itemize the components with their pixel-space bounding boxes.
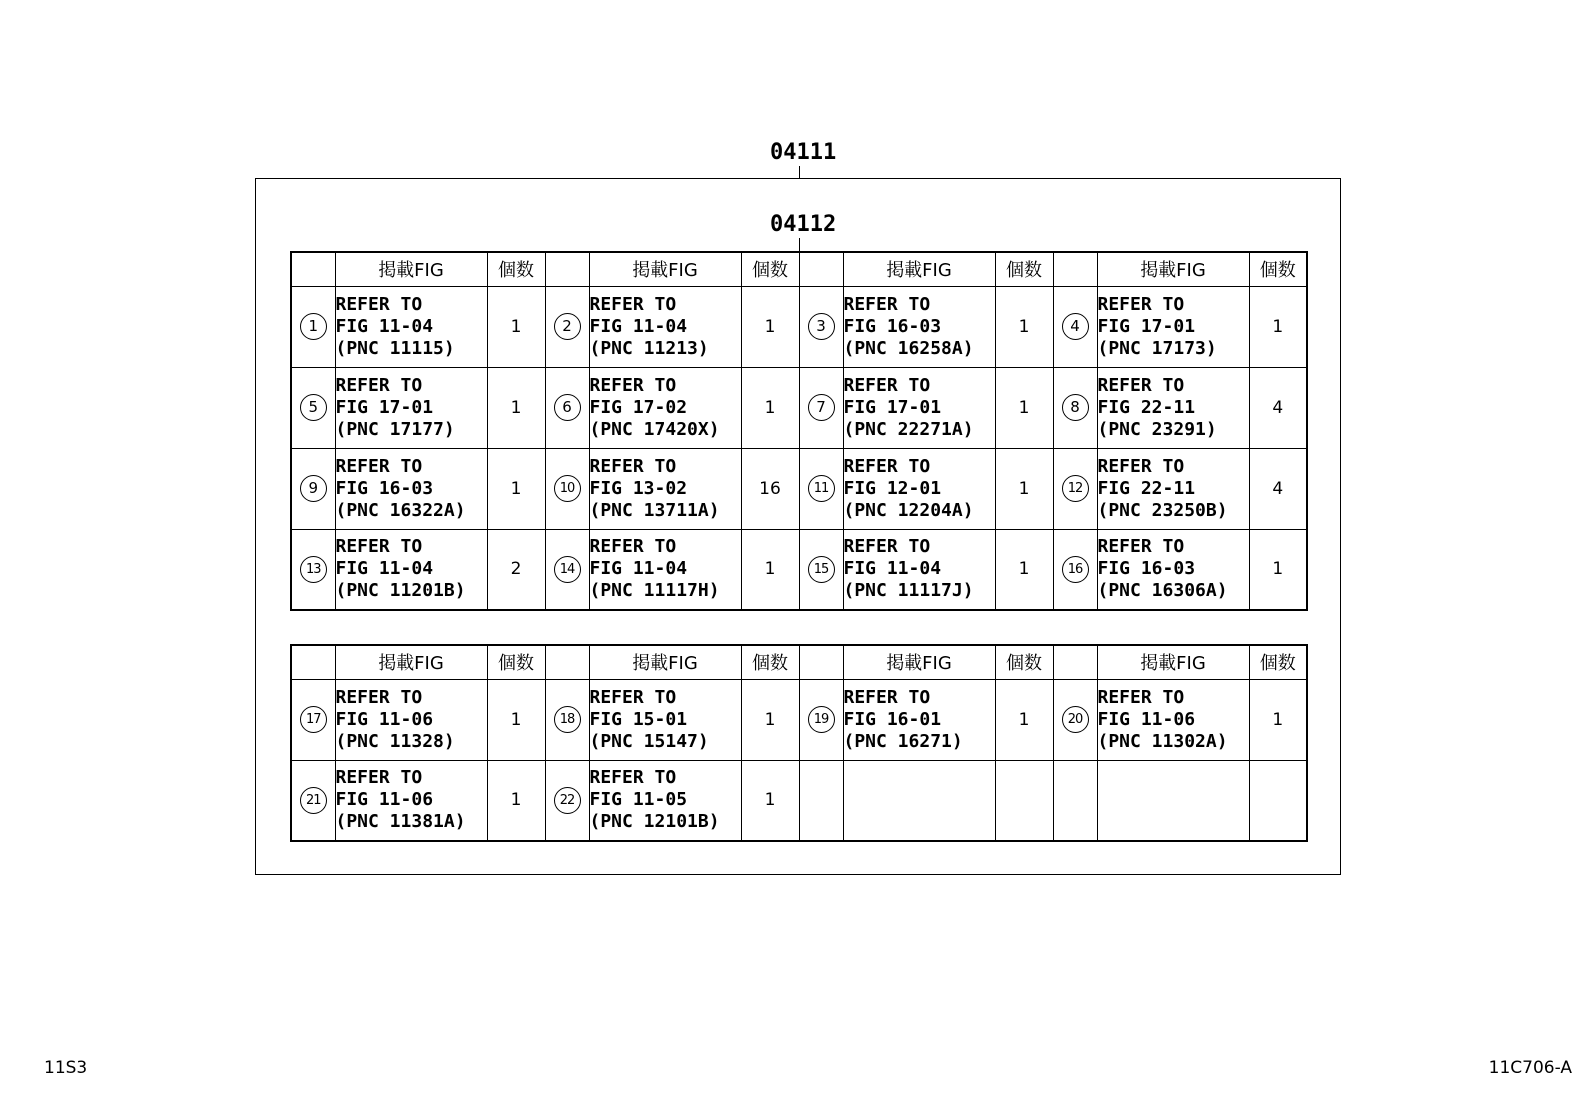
- item-number-cell: [1053, 529, 1097, 610]
- header-fig: 掲載FIG: [335, 252, 487, 286]
- quantity-cell: [487, 448, 545, 529]
- header-blank-cell: [291, 645, 335, 679]
- reference-line: FIG 16-03: [1097, 558, 1196, 580]
- quantity-cell: [995, 529, 1053, 610]
- item-number-badge: 1: [300, 313, 327, 340]
- item-number-cell: [545, 448, 589, 529]
- quantity-cell: [741, 367, 799, 448]
- reference-line: (PNC 22271A): [843, 418, 974, 440]
- reference-line: (PNC 23291): [1097, 418, 1217, 440]
- header-qty: 個数: [487, 252, 545, 286]
- quantity-cell: [741, 679, 799, 760]
- reference-line: (PNC 11302A): [1097, 730, 1228, 752]
- reference-line: REFER TO: [335, 455, 423, 477]
- table-row: [291, 367, 1307, 448]
- reference-line: FIG 17-02: [589, 396, 688, 418]
- figure-reference-cell: [1097, 529, 1249, 610]
- quantity-cell: [995, 367, 1053, 448]
- figure-reference-cell: [335, 367, 487, 448]
- empty-cell: [843, 760, 995, 841]
- figure-reference-cell: [1097, 286, 1249, 367]
- table-header-row: [291, 252, 1307, 286]
- quantity-value: 1: [1272, 559, 1284, 580]
- figure-reference-cell: [843, 367, 995, 448]
- reference-line: FIG 16-03: [335, 477, 434, 499]
- item-number-cell: [1053, 367, 1097, 448]
- reference-line: (PNC 16322A): [335, 499, 466, 521]
- item-number-cell: [1053, 448, 1097, 529]
- item-number-badge: 15: [808, 556, 835, 583]
- reference-line: FIG 22-11: [1097, 396, 1196, 418]
- figure-reference-cell: [335, 679, 487, 760]
- header-qty: 個数: [995, 252, 1053, 286]
- quantity-cell: [487, 760, 545, 841]
- header-qty: 個数: [487, 645, 545, 679]
- figure-reference-cell: [589, 448, 741, 529]
- item-number-cell: [291, 286, 335, 367]
- quantity-cell: [741, 760, 799, 841]
- reference-line: (PNC 11381A): [335, 811, 466, 833]
- quantity-value: 1: [1272, 709, 1284, 730]
- quantity-value: 1: [510, 709, 522, 730]
- reference-line: FIG 11-04: [335, 558, 434, 580]
- figure-reference-cell: [843, 286, 995, 367]
- header-fig: 掲載FIG: [1097, 252, 1249, 286]
- reference-line: REFER TO: [335, 536, 423, 558]
- item-number-badge: 3: [808, 313, 835, 340]
- item-number-badge: 7: [808, 394, 835, 421]
- quantity-value: 1: [764, 790, 776, 811]
- item-number-badge: 5: [300, 394, 327, 421]
- quantity-value: 1: [1018, 397, 1030, 418]
- reference-line: (PNC 12204A): [843, 499, 974, 521]
- reference-line: (PNC 11117J): [843, 580, 974, 602]
- item-number-cell: [291, 367, 335, 448]
- reference-line: FIG 11-06: [335, 708, 434, 730]
- header-fig: 掲載FIG: [589, 252, 741, 286]
- item-number-cell: [1053, 679, 1097, 760]
- quantity-value: 1: [510, 790, 522, 811]
- item-number-badge: 2: [554, 313, 581, 340]
- quantity-cell: [995, 679, 1053, 760]
- header-blank-cell: [545, 645, 589, 679]
- quantity-value: 1: [1018, 478, 1030, 499]
- figure-reference-cell: [335, 286, 487, 367]
- reference-line: REFER TO: [843, 374, 931, 396]
- empty-cell: [1097, 760, 1249, 841]
- quantity-value: 1: [764, 559, 776, 580]
- reference-line: REFER TO: [589, 536, 677, 558]
- figure-reference-cell: [589, 286, 741, 367]
- reference-line: FIG 13-02: [589, 477, 688, 499]
- quantity-value: 1: [1018, 709, 1030, 730]
- item-number-badge: 19: [808, 706, 835, 733]
- header-fig: 掲載FIG: [1097, 645, 1249, 679]
- reference-line: (PNC 17420X): [589, 418, 720, 440]
- quantity-value: 1: [510, 397, 522, 418]
- figure-reference-cell: [843, 679, 995, 760]
- reference-line: FIG 11-06: [1097, 708, 1196, 730]
- item-number-cell: [291, 529, 335, 610]
- quantity-value: 1: [510, 478, 522, 499]
- table-row: [291, 448, 1307, 529]
- item-number-cell: [291, 760, 335, 841]
- item-number-badge: 17: [300, 706, 327, 733]
- leader-line-outer: [799, 166, 800, 178]
- reference-line: REFER TO: [843, 455, 931, 477]
- reference-line: (PNC 16271): [843, 730, 963, 752]
- quantity-cell: [487, 367, 545, 448]
- reference-line: FIG 11-04: [589, 315, 688, 337]
- item-number-cell: [799, 367, 843, 448]
- reference-line: FIG 17-01: [843, 396, 942, 418]
- item-number-cell: [545, 529, 589, 610]
- figure-reference-cell: [589, 760, 741, 841]
- item-number-badge: 6: [554, 394, 581, 421]
- figure-reference-cell: [589, 367, 741, 448]
- figure-reference-cell: [1097, 679, 1249, 760]
- quantity-value: 4: [1272, 478, 1284, 499]
- quantity-cell: [741, 286, 799, 367]
- footer-code-right: 11C706-A: [1488, 1058, 1572, 1078]
- item-number-cell: [799, 529, 843, 610]
- reference-line: (PNC 23250B): [1097, 499, 1228, 521]
- reference-line: (PNC 11115): [335, 337, 455, 359]
- reference-line: FIG 11-05: [589, 789, 688, 811]
- reference-line: REFER TO: [1097, 536, 1185, 558]
- quantity-cell: [741, 448, 799, 529]
- figure-reference-cell: [1097, 367, 1249, 448]
- header-fig: 掲載FIG: [843, 252, 995, 286]
- item-number-cell: [799, 679, 843, 760]
- reference-line: REFER TO: [1097, 455, 1185, 477]
- quantity-cell: [1249, 529, 1307, 610]
- header-blank-cell: [1053, 645, 1097, 679]
- figure-reference-cell: [843, 529, 995, 610]
- quantity-value: 1: [1018, 316, 1030, 337]
- reference-line: FIG 12-01: [843, 477, 942, 499]
- item-number-badge: 10: [554, 475, 581, 502]
- header-qty: 個数: [741, 645, 799, 679]
- header-blank-cell: [799, 252, 843, 286]
- reference-line: REFER TO: [1097, 374, 1185, 396]
- header-blank-cell: [291, 252, 335, 286]
- figure-reference-cell: [335, 448, 487, 529]
- header-qty: 個数: [995, 645, 1053, 679]
- empty-cell: [1053, 760, 1097, 841]
- figure-reference-cell: [589, 679, 741, 760]
- quantity-value: 1: [510, 316, 522, 337]
- figure-reference-cell: [1097, 448, 1249, 529]
- quantity-cell: [1249, 679, 1307, 760]
- quantity-value: 1: [1272, 316, 1284, 337]
- reference-line: REFER TO: [335, 767, 423, 789]
- reference-line: (PNC 11213): [589, 337, 709, 359]
- reference-line: (PNC 16258A): [843, 337, 974, 359]
- reference-line: REFER TO: [843, 536, 931, 558]
- reference-line: REFER TO: [589, 767, 677, 789]
- item-number-cell: [1053, 286, 1097, 367]
- item-number-cell: [545, 679, 589, 760]
- reference-line: FIG 15-01: [589, 708, 688, 730]
- header-blank-cell: [545, 252, 589, 286]
- item-number-badge: 18: [554, 706, 581, 733]
- item-number-cell: [545, 367, 589, 448]
- item-number-badge: 21: [300, 787, 327, 814]
- table-row: [291, 679, 1307, 760]
- item-number-badge: 8: [1062, 394, 1089, 421]
- reference-line: REFER TO: [335, 293, 423, 315]
- item-number-badge: 9: [300, 475, 327, 502]
- figure-reference-cell: [843, 448, 995, 529]
- empty-cell: [1249, 760, 1307, 841]
- item-number-badge: 14: [554, 556, 581, 583]
- figure-reference-cell: [335, 529, 487, 610]
- empty-cell: [995, 760, 1053, 841]
- reference-table-upper: [290, 251, 1308, 611]
- table-row: [291, 529, 1307, 610]
- reference-line: FIG 17-01: [1097, 315, 1196, 337]
- reference-line: (PNC 11201B): [335, 580, 466, 602]
- item-number-badge: 20: [1062, 706, 1089, 733]
- item-number-badge: 16: [1062, 556, 1089, 583]
- quantity-value: 2: [510, 559, 522, 580]
- item-number-badge: 4: [1062, 313, 1089, 340]
- item-number-cell: [799, 286, 843, 367]
- reference-line: FIG 16-03: [843, 315, 942, 337]
- reference-line: REFER TO: [843, 293, 931, 315]
- quantity-value: 1: [764, 709, 776, 730]
- reference-line: FIG 11-06: [335, 789, 434, 811]
- reference-line: REFER TO: [1097, 686, 1185, 708]
- quantity-cell: [995, 448, 1053, 529]
- reference-line: (PNC 17173): [1097, 337, 1217, 359]
- item-number-badge: 11: [808, 475, 835, 502]
- quantity-cell: [1249, 367, 1307, 448]
- reference-line: REFER TO: [589, 374, 677, 396]
- item-number-badge: 22: [554, 787, 581, 814]
- figure-reference-cell: [589, 529, 741, 610]
- reference-line: FIG 11-04: [843, 558, 942, 580]
- item-number-cell: [545, 286, 589, 367]
- table-row: [291, 760, 1307, 841]
- figure-reference-cell: [335, 760, 487, 841]
- table-header-row: [291, 645, 1307, 679]
- quantity-value: 1: [1018, 559, 1030, 580]
- header-fig: 掲載FIG: [335, 645, 487, 679]
- reference-line: (PNC 17177): [335, 418, 455, 440]
- item-number-cell: [291, 448, 335, 529]
- table-row: [291, 286, 1307, 367]
- quantity-cell: [1249, 286, 1307, 367]
- quantity-cell: [1249, 448, 1307, 529]
- header-qty: 個数: [741, 252, 799, 286]
- item-number-badge: 12: [1062, 475, 1089, 502]
- quantity-cell: [995, 286, 1053, 367]
- reference-line: REFER TO: [335, 374, 423, 396]
- quantity-cell: [487, 529, 545, 610]
- header-qty: 個数: [1249, 645, 1307, 679]
- reference-line: FIG 11-04: [335, 315, 434, 337]
- reference-line: FIG 16-01: [843, 708, 942, 730]
- reference-line: REFER TO: [589, 293, 677, 315]
- header-qty: 個数: [1249, 252, 1307, 286]
- header-blank-cell: [799, 645, 843, 679]
- assembly-label-04112: 04112: [770, 212, 837, 237]
- assembly-label-04111: 04111: [770, 140, 837, 165]
- leader-line-inner: [799, 238, 800, 252]
- reference-line: (PNC 16306A): [1097, 580, 1228, 602]
- header-blank-cell: [1053, 252, 1097, 286]
- quantity-value: 16: [759, 478, 781, 499]
- reference-line: (PNC 11117H): [589, 580, 720, 602]
- footer-code-left: 11S3: [44, 1058, 88, 1078]
- reference-table-lower: [290, 644, 1308, 842]
- quantity-value: 1: [764, 316, 776, 337]
- reference-line: REFER TO: [843, 686, 931, 708]
- reference-line: REFER TO: [589, 455, 677, 477]
- item-number-cell: [291, 679, 335, 760]
- quantity-cell: [487, 286, 545, 367]
- quantity-value: 4: [1272, 397, 1284, 418]
- header-fig: 掲載FIG: [589, 645, 741, 679]
- item-number-cell: [799, 448, 843, 529]
- item-number-badge: 13: [300, 556, 327, 583]
- reference-line: REFER TO: [335, 686, 423, 708]
- reference-line: REFER TO: [589, 686, 677, 708]
- reference-line: (PNC 13711A): [589, 499, 720, 521]
- quantity-cell: [487, 679, 545, 760]
- reference-line: REFER TO: [1097, 293, 1185, 315]
- item-number-cell: [545, 760, 589, 841]
- reference-line: (PNC 12101B): [589, 811, 720, 833]
- reference-line: FIG 22-11: [1097, 477, 1196, 499]
- reference-line: FIG 17-01: [335, 396, 434, 418]
- empty-cell: [799, 760, 843, 841]
- header-fig: 掲載FIG: [843, 645, 995, 679]
- reference-line: (PNC 11328): [335, 730, 455, 752]
- reference-line: FIG 11-04: [589, 558, 688, 580]
- quantity-value: 1: [764, 397, 776, 418]
- quantity-cell: [741, 529, 799, 610]
- reference-line: (PNC 15147): [589, 730, 709, 752]
